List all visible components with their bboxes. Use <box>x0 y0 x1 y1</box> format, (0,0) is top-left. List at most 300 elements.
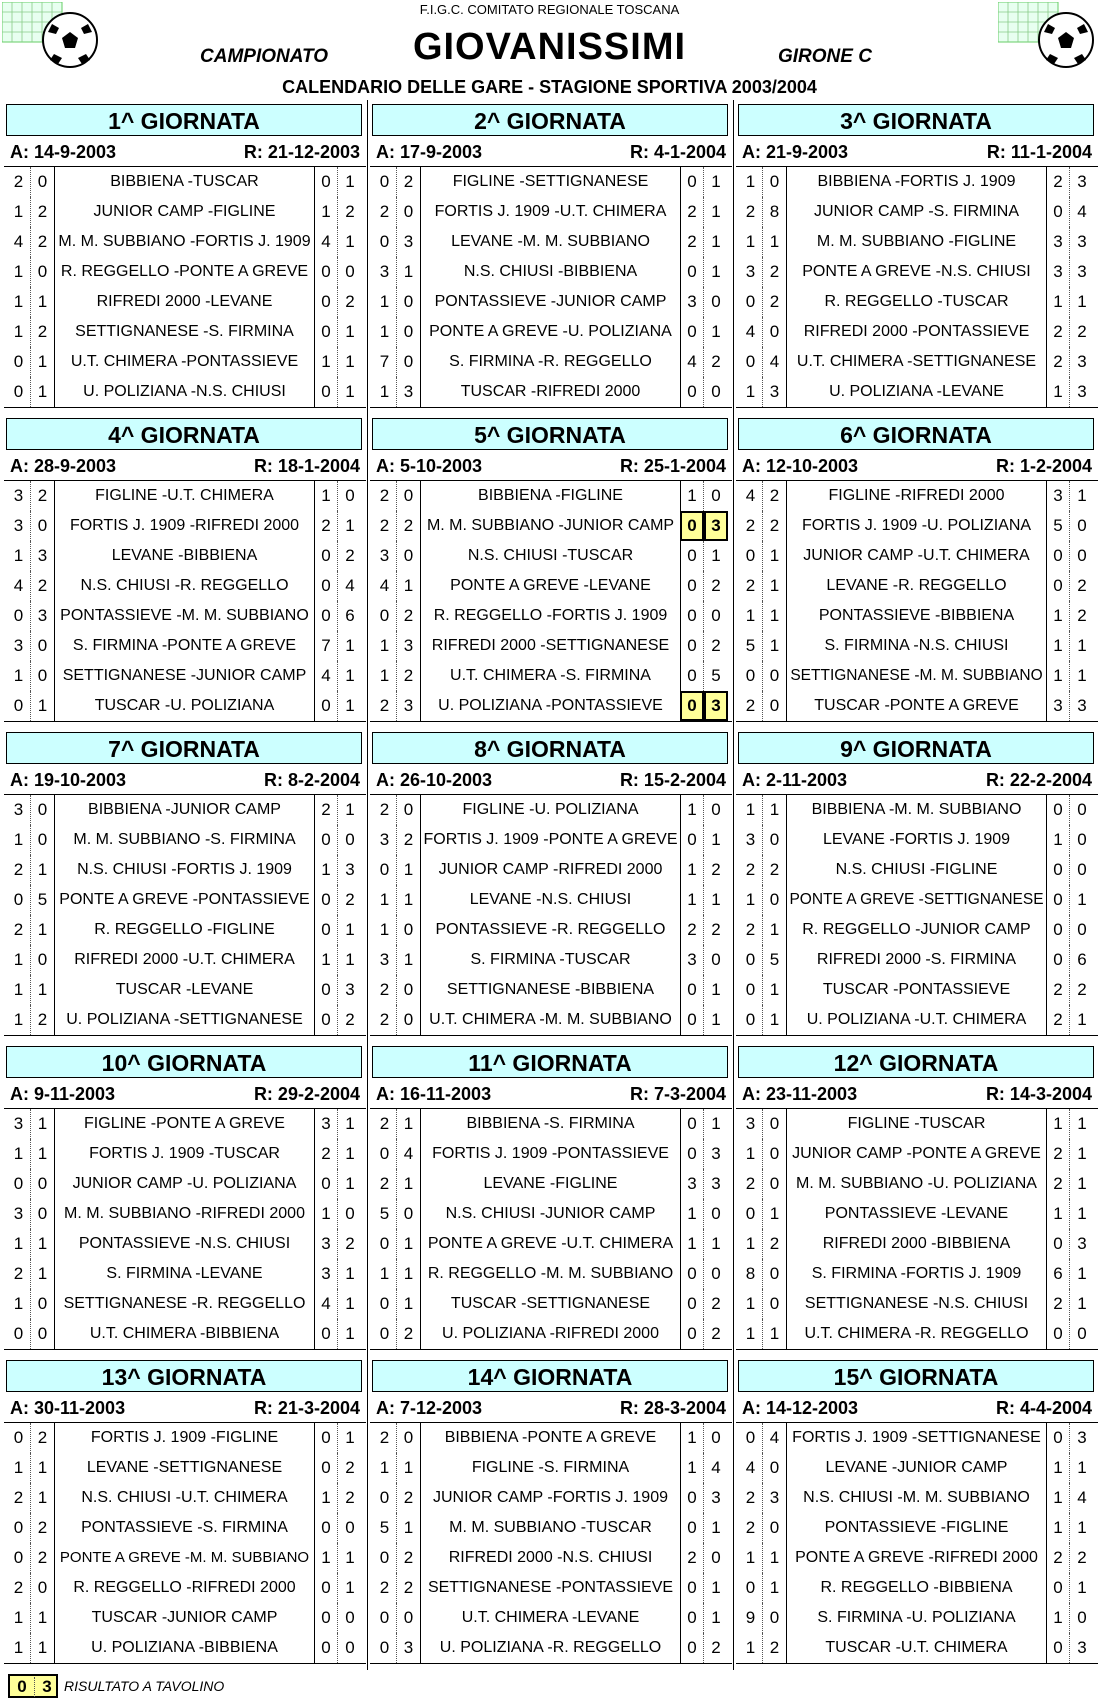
match-teams: JUNIOR CAMP -U.T. CHIMERA <box>803 547 1030 564</box>
round-title: 14^ GIORNATA <box>372 1360 728 1392</box>
ritorno-away-score: 0 <box>1077 1324 1087 1343</box>
ritorno-home-score: 1 <box>1046 825 1070 855</box>
andata-home-score: 2 <box>373 1169 397 1199</box>
match-row <box>370 661 732 691</box>
match-row <box>370 885 732 915</box>
ritorno-date: R: 4-4-2004 <box>995 1398 1092 1418</box>
andata-away-score: 1 <box>31 287 55 317</box>
match-teams: RIFREDI 2000 -S. FIRMINA <box>816 951 1017 968</box>
ritorno-away-score: 0 <box>345 830 355 849</box>
andata-away-score: 0 <box>763 885 787 915</box>
andata-away-score: 0 <box>397 1603 421 1633</box>
games-list <box>370 480 732 722</box>
ritorno-home-score: 3 <box>680 945 704 975</box>
ritorno-away-score: 1 <box>1077 636 1087 655</box>
match-teams: SETTIGNANESE -JUNIOR CAMP <box>62 667 307 684</box>
ritorno-home-score: 0 <box>1046 1423 1070 1453</box>
games-list <box>4 166 366 408</box>
match-teams: R. REGGELLO -PONTE A GREVE <box>60 263 309 280</box>
match-row <box>370 1513 732 1543</box>
andata-home-score: 1 <box>373 317 397 347</box>
season-subtitle: CALENDARIO DELLE GARE - STAGIONE SPORTIVA 2003/2004 <box>282 77 817 97</box>
games-list <box>736 1108 1098 1350</box>
andata-away-score: 0 <box>763 1139 787 1169</box>
andata-away-score: 1 <box>397 885 421 915</box>
column-divider <box>733 100 734 1670</box>
match-teams: U.T. CHIMERA -PONTASSIEVE <box>70 353 299 370</box>
ritorno-away-score: 1 <box>1077 1144 1087 1163</box>
match-row <box>370 1573 732 1603</box>
andata-away-score: 1 <box>763 571 787 601</box>
ritorno-away-score: 0 <box>1077 516 1087 535</box>
match-teams: FIGLINE -U.T. CHIMERA <box>95 487 274 504</box>
andata-home-score: 0 <box>739 1199 763 1229</box>
match-row <box>370 571 732 601</box>
andata-away-score: 1 <box>31 691 55 721</box>
games-list <box>370 166 732 408</box>
ritorno-away-score: 2 <box>711 920 721 939</box>
round-dates <box>4 768 366 792</box>
round-dates <box>370 140 732 164</box>
ritorno-home-score: 0 <box>680 167 704 197</box>
match-teams: SETTIGNANESE -N.S. CHIUSI <box>804 1295 1029 1312</box>
match-teams: PONTE A GREVE -M. M. SUBBIANO <box>59 1549 310 1566</box>
andata-home-score: 2 <box>373 691 397 721</box>
ritorno-home-score: 0 <box>680 631 704 661</box>
ritorno-away-score: 1 <box>711 1114 721 1133</box>
match-row <box>736 571 1098 601</box>
match-teams: LEVANE -R. REGGELLO <box>826 577 1007 594</box>
andata-away-score: 1 <box>397 1259 421 1289</box>
andata-home-score: 2 <box>739 855 763 885</box>
andata-away-score: 2 <box>31 1543 55 1573</box>
match-row <box>736 197 1098 227</box>
ritorno-home-score: 0 <box>314 377 338 407</box>
andata-away-score: 0 <box>397 975 421 1005</box>
match-teams: N.S. CHIUSI -BIBBIENA <box>463 263 638 280</box>
andata-home-score: 1 <box>739 1319 763 1349</box>
match-row <box>736 1423 1098 1453</box>
andata-home-score: 0 <box>739 945 763 975</box>
ritorno-away-score: 3 <box>1077 232 1087 251</box>
andata-away-score: 8 <box>763 197 787 227</box>
andata-away-score: 1 <box>763 227 787 257</box>
andata-away-score: 1 <box>763 915 787 945</box>
match-teams: PONTASSIEVE -BIBBIENA <box>818 607 1015 624</box>
ritorno-away-score: 0 <box>711 1264 721 1283</box>
match-row <box>4 1603 366 1633</box>
andata-away-score: 0 <box>397 347 421 377</box>
ritorno-away-score: 0 <box>1077 800 1087 819</box>
match-row <box>736 885 1098 915</box>
andata-home-score: 1 <box>7 1603 31 1633</box>
andata-home-score: 0 <box>373 1289 397 1319</box>
ritorno-away-score: 2 <box>345 1458 355 1477</box>
andata-away-score: 0 <box>763 1169 787 1199</box>
andata-home-score: 1 <box>7 1633 31 1663</box>
ritorno-away-score: 2 <box>345 202 355 221</box>
ritorno-home-score: 0 <box>314 541 338 571</box>
andata-home-score: 2 <box>7 1259 31 1289</box>
match-row <box>736 1513 1098 1543</box>
match-row <box>4 541 366 571</box>
ritorno-home-score: 0 <box>680 541 704 571</box>
andata-away-score: 1 <box>763 1005 787 1035</box>
andata-home-score: 4 <box>7 571 31 601</box>
ritorno-away-score: 2 <box>711 636 721 655</box>
round-block <box>4 418 366 724</box>
ritorno-away-score: 1 <box>1077 292 1087 311</box>
ritorno-away-score: 1 <box>345 950 355 969</box>
andata-away-score: 2 <box>31 227 55 257</box>
ritorno-home-score: 1 <box>314 1543 338 1573</box>
andata-home-score: 0 <box>7 1423 31 1453</box>
andata-home-score: 0 <box>739 287 763 317</box>
match-row <box>4 197 366 227</box>
ritorno-home-score: 0 <box>1046 197 1070 227</box>
ritorno-home-score: 4 <box>680 347 704 377</box>
match-row <box>4 661 366 691</box>
andata-home-score: 3 <box>7 1109 31 1139</box>
match-teams: TUSCAR -U. POLIZIANA <box>94 697 275 714</box>
match-row <box>370 945 732 975</box>
andata-date: A: 2-11-2003 <box>742 770 848 790</box>
andata-home-score: 2 <box>7 167 31 197</box>
andata-away-score: 2 <box>763 511 787 541</box>
round-block <box>4 1360 366 1666</box>
match-row <box>4 795 366 825</box>
ritorno-away-score: 1 <box>1077 486 1087 505</box>
games-list <box>4 480 366 722</box>
ritorno-home-score: 3 <box>314 1229 338 1259</box>
ritorno-home-score: 0 <box>680 317 704 347</box>
match-row <box>4 1199 366 1229</box>
games-list <box>736 794 1098 1036</box>
match-row <box>370 317 732 347</box>
ritorno-away-score: 1 <box>711 322 721 341</box>
match-row <box>370 1005 732 1035</box>
ritorno-away-score: 1 <box>345 920 355 939</box>
andata-home-score: 0 <box>739 975 763 1005</box>
ritorno-home-score: 0 <box>1046 915 1070 945</box>
ritorno-away-score: 1 <box>711 830 721 849</box>
andata-away-score: 1 <box>31 1603 55 1633</box>
andata-away-score: 1 <box>31 1139 55 1169</box>
ritorno-home-score: 1 <box>314 1199 338 1229</box>
ritorno-away-score: 6 <box>345 606 355 625</box>
match-row <box>370 855 732 885</box>
andata-away-score: 3 <box>31 601 55 631</box>
andata-away-score: 0 <box>763 691 787 721</box>
ritorno-away-score: 2 <box>345 546 355 565</box>
ritorno-home-score: 0 <box>1046 795 1070 825</box>
andata-date: A: 16-11-2003 <box>376 1084 492 1104</box>
andata-away-score: 2 <box>397 1543 421 1573</box>
match-teams: PONTE A GREVE -SETTIGNANESE <box>789 891 1044 908</box>
match-row <box>370 377 732 407</box>
andata-away-score: 0 <box>31 661 55 691</box>
match-row <box>4 885 366 915</box>
match-teams: U. POLIZIANA -U.T. CHIMERA <box>806 1011 1027 1028</box>
match-row <box>736 825 1098 855</box>
ritorno-away-score: 1 <box>345 1174 355 1193</box>
ritorno-away-score: 3 <box>704 691 728 721</box>
games-list <box>370 1108 732 1350</box>
andata-home-score: 7 <box>373 347 397 377</box>
andata-away-score: 1 <box>397 1453 421 1483</box>
match-row <box>4 1229 366 1259</box>
match-teams: S. FIRMINA -N.S. CHIUSI <box>824 637 1009 654</box>
match-row <box>736 855 1098 885</box>
match-row <box>4 227 366 257</box>
ritorno-date: R: 7-3-2004 <box>629 1084 726 1104</box>
round-title: 8^ GIORNATA <box>372 732 728 764</box>
round-title: 3^ GIORNATA <box>738 104 1094 136</box>
ritorno-home-score: 1 <box>680 1423 704 1453</box>
round-title: 1^ GIORNATA <box>6 104 362 136</box>
round-dates <box>736 1082 1098 1106</box>
match-row <box>4 481 366 511</box>
match-teams: BIBBIENA -TUSCAR <box>110 173 259 190</box>
andata-date: A: 26-10-2003 <box>376 770 493 790</box>
match-teams: N.S. CHIUSI -U.T. CHIMERA <box>81 1489 288 1506</box>
andata-away-score: 0 <box>31 167 55 197</box>
campionato-label: CAMPIONATO <box>200 46 329 67</box>
andata-away-score: 0 <box>397 541 421 571</box>
round-title: 6^ GIORNATA <box>738 418 1094 450</box>
match-teams: FORTIS J. 1909 -RIFREDI 2000 <box>69 517 300 534</box>
match-teams: RIFREDI 2000 -U.T. CHIMERA <box>74 951 295 968</box>
ritorno-home-score: 3 <box>1046 257 1070 287</box>
andata-home-score: 1 <box>739 227 763 257</box>
match-teams: R. REGGELLO -JUNIOR CAMP <box>802 921 1031 938</box>
match-teams: R. REGGELLO -M. M. SUBBIANO <box>427 1265 674 1282</box>
andata-home-score: 0 <box>7 1319 31 1349</box>
ritorno-away-score: 1 <box>711 980 721 999</box>
ritorno-away-score: 2 <box>345 292 355 311</box>
andata-away-score: 0 <box>397 287 421 317</box>
ritorno-home-score: 1 <box>1046 1199 1070 1229</box>
ritorno-date: R: 8-2-2004 <box>263 770 360 790</box>
andata-away-score: 0 <box>763 1603 787 1633</box>
ritorno-home-score: 0 <box>1046 541 1070 571</box>
ritorno-away-score: 0 <box>1077 1608 1087 1627</box>
ritorno-home-score: 1 <box>1046 1483 1070 1513</box>
andata-away-score: 0 <box>397 197 421 227</box>
match-row <box>4 1513 366 1543</box>
andata-away-score: 2 <box>31 197 55 227</box>
andata-away-score: 0 <box>31 1319 55 1349</box>
andata-away-score: 2 <box>397 825 421 855</box>
ritorno-away-score: 2 <box>345 1234 355 1253</box>
ritorno-home-score: 0 <box>314 915 338 945</box>
match-teams: FORTIS J. 1909 -PONTE A GREVE <box>423 831 678 848</box>
andata-away-score: 1 <box>397 571 421 601</box>
ritorno-home-score: 1 <box>314 481 338 511</box>
match-teams: N.S. CHIUSI -M. M. SUBBIANO <box>803 1489 1030 1506</box>
andata-away-score: 4 <box>763 347 787 377</box>
andata-home-score: 5 <box>739 631 763 661</box>
andata-away-score: 1 <box>31 975 55 1005</box>
ritorno-home-score: 0 <box>1046 1229 1070 1259</box>
andata-home-score: 3 <box>7 631 31 661</box>
ritorno-away-score: 1 <box>345 382 355 401</box>
match-teams: JUNIOR CAMP -U. POLIZIANA <box>72 1175 297 1192</box>
andata-home-score: 2 <box>739 691 763 721</box>
ritorno-away-score: 1 <box>345 516 355 535</box>
match-row <box>370 1483 732 1513</box>
ritorno-home-score: 2 <box>680 915 704 945</box>
match-teams: M. M. SUBBIANO -U. POLIZIANA <box>796 1175 1037 1192</box>
andata-home-score: 4 <box>739 481 763 511</box>
ritorno-home-score: 0 <box>680 975 704 1005</box>
ritorno-home-score: 2 <box>1046 1005 1070 1035</box>
match-row <box>736 317 1098 347</box>
ritorno-away-score: 1 <box>711 546 721 565</box>
andata-away-score: 2 <box>763 1229 787 1259</box>
match-row <box>4 511 366 541</box>
match-row <box>736 1109 1098 1139</box>
andata-away-score: 0 <box>763 317 787 347</box>
ritorno-away-score: 1 <box>345 1294 355 1313</box>
ritorno-home-score: 2 <box>1046 1139 1070 1169</box>
ritorno-away-score: 2 <box>711 860 721 879</box>
andata-away-score: 1 <box>31 1633 55 1663</box>
ritorno-away-score: 0 <box>711 606 721 625</box>
andata-away-score: 2 <box>397 661 421 691</box>
ritorno-away-score: 1 <box>1077 1114 1087 1133</box>
match-teams: U. POLIZIANA -LEVANE <box>829 383 1004 400</box>
ritorno-away-score: 2 <box>711 352 721 371</box>
ritorno-away-score: 3 <box>345 860 355 879</box>
round-block <box>370 1046 732 1352</box>
ritorno-away-score: 2 <box>711 1294 721 1313</box>
andata-away-score: 2 <box>31 1423 55 1453</box>
ritorno-away-score: 1 <box>1077 666 1087 685</box>
match-row <box>370 795 732 825</box>
ritorno-date: R: 14-3-2004 <box>985 1084 1092 1104</box>
round-title: 7^ GIORNATA <box>6 732 362 764</box>
andata-home-score: 1 <box>373 915 397 945</box>
legend-score-away: 3 <box>34 1677 59 1697</box>
andata-home-score: 0 <box>739 1573 763 1603</box>
ritorno-home-score: 5 <box>1046 511 1070 541</box>
andata-home-score: 1 <box>739 795 763 825</box>
ritorno-home-score: 0 <box>680 1109 704 1139</box>
match-teams: FORTIS J. 1909 -TUSCAR <box>89 1145 280 1162</box>
ritorno-home-score: 2 <box>1046 317 1070 347</box>
match-row <box>736 347 1098 377</box>
match-row <box>4 1109 366 1139</box>
ritorno-away-score: 1 <box>711 1234 721 1253</box>
ritorno-home-score: 1 <box>680 795 704 825</box>
andata-home-score: 0 <box>373 601 397 631</box>
ritorno-home-score: 1 <box>680 1453 704 1483</box>
ritorno-away-score: 4 <box>1077 202 1087 221</box>
round-block <box>4 1046 366 1352</box>
ritorno-away-score: 3 <box>711 1488 721 1507</box>
andata-away-score: 3 <box>397 691 421 721</box>
ritorno-date: R: 28-3-2004 <box>619 1398 726 1418</box>
ritorno-away-score: 3 <box>711 1174 721 1193</box>
round-title: 10^ GIORNATA <box>6 1046 362 1078</box>
andata-away-score: 1 <box>763 975 787 1005</box>
match-teams: FIGLINE -RIFREDI 2000 <box>828 487 1005 504</box>
match-teams: TUSCAR -PONTE A GREVE <box>814 697 1019 714</box>
ritorno-away-score: 1 <box>711 232 721 251</box>
ritorno-home-score: 2 <box>680 227 704 257</box>
ritorno-home-score: 4 <box>314 227 338 257</box>
match-teams: M. M. SUBBIANO -FIGLINE <box>816 233 1017 250</box>
round-dates <box>736 1396 1098 1420</box>
andata-away-score: 1 <box>31 1229 55 1259</box>
ritorno-home-score: 1 <box>1046 1513 1070 1543</box>
match-teams: BIBBIENA -M. M. SUBBIANO <box>811 801 1022 818</box>
round-dates <box>370 1082 732 1106</box>
ritorno-home-score: 0 <box>680 691 704 721</box>
ritorno-away-score: 2 <box>711 576 721 595</box>
ritorno-away-score: 0 <box>345 486 355 505</box>
match-teams: R. REGGELLO -FORTIS J. 1909 <box>433 607 668 624</box>
andata-away-score: 0 <box>31 257 55 287</box>
ritorno-home-score: 1 <box>1046 377 1070 407</box>
andata-away-score: 1 <box>31 377 55 407</box>
andata-away-score: 5 <box>763 945 787 975</box>
ritorno-date: R: 21-12-2003 <box>243 142 360 162</box>
andata-home-score: 0 <box>373 1483 397 1513</box>
ritorno-date: R: 29-2-2004 <box>253 1084 360 1104</box>
ritorno-away-score: 1 <box>345 800 355 819</box>
andata-away-score: 4 <box>763 1423 787 1453</box>
match-row <box>4 915 366 945</box>
match-teams: U.T. CHIMERA -S. FIRMINA <box>450 667 651 684</box>
match-teams: BIBBIENA -FIGLINE <box>478 487 623 504</box>
ritorno-home-score: 2 <box>1046 1289 1070 1319</box>
andata-away-score: 1 <box>763 1199 787 1229</box>
andata-home-score: 0 <box>7 601 31 631</box>
andata-home-score: 2 <box>739 1169 763 1199</box>
match-row <box>736 1483 1098 1513</box>
match-teams: M. M. SUBBIANO -FORTIS J. 1909 <box>58 233 311 250</box>
match-teams: RIFREDI 2000 -N.S. CHIUSI <box>448 1549 653 1566</box>
andata-away-score: 0 <box>763 1259 787 1289</box>
andata-home-score: 1 <box>373 885 397 915</box>
andata-away-score: 0 <box>763 1453 787 1483</box>
andata-home-score: 0 <box>739 1005 763 1035</box>
match-teams: BIBBIENA -PONTE A GREVE <box>444 1429 657 1446</box>
ritorno-away-score: 0 <box>711 800 721 819</box>
match-row <box>370 511 732 541</box>
andata-date: A: 19-10-2003 <box>10 770 127 790</box>
ritorno-home-score: 2 <box>314 795 338 825</box>
match-row <box>736 377 1098 407</box>
andata-home-score: 2 <box>373 1109 397 1139</box>
ritorno-home-score: 2 <box>1046 1169 1070 1199</box>
andata-home-score: 1 <box>7 257 31 287</box>
match-teams: FIGLINE -S. FIRMINA <box>471 1459 630 1476</box>
games-list <box>4 1108 366 1350</box>
ritorno-away-score: 1 <box>1077 1458 1087 1477</box>
round-block <box>370 732 732 1038</box>
andata-home-score: 2 <box>739 1513 763 1543</box>
ritorno-home-score: 0 <box>314 1603 338 1633</box>
andata-date: A: 7-12-2003 <box>376 1398 483 1418</box>
ritorno-away-score: 1 <box>711 262 721 281</box>
andata-away-score: 1 <box>31 1483 55 1513</box>
round-dates <box>4 1082 366 1106</box>
match-teams: TUSCAR -JUNIOR CAMP <box>91 1609 278 1626</box>
andata-home-score: 3 <box>373 825 397 855</box>
